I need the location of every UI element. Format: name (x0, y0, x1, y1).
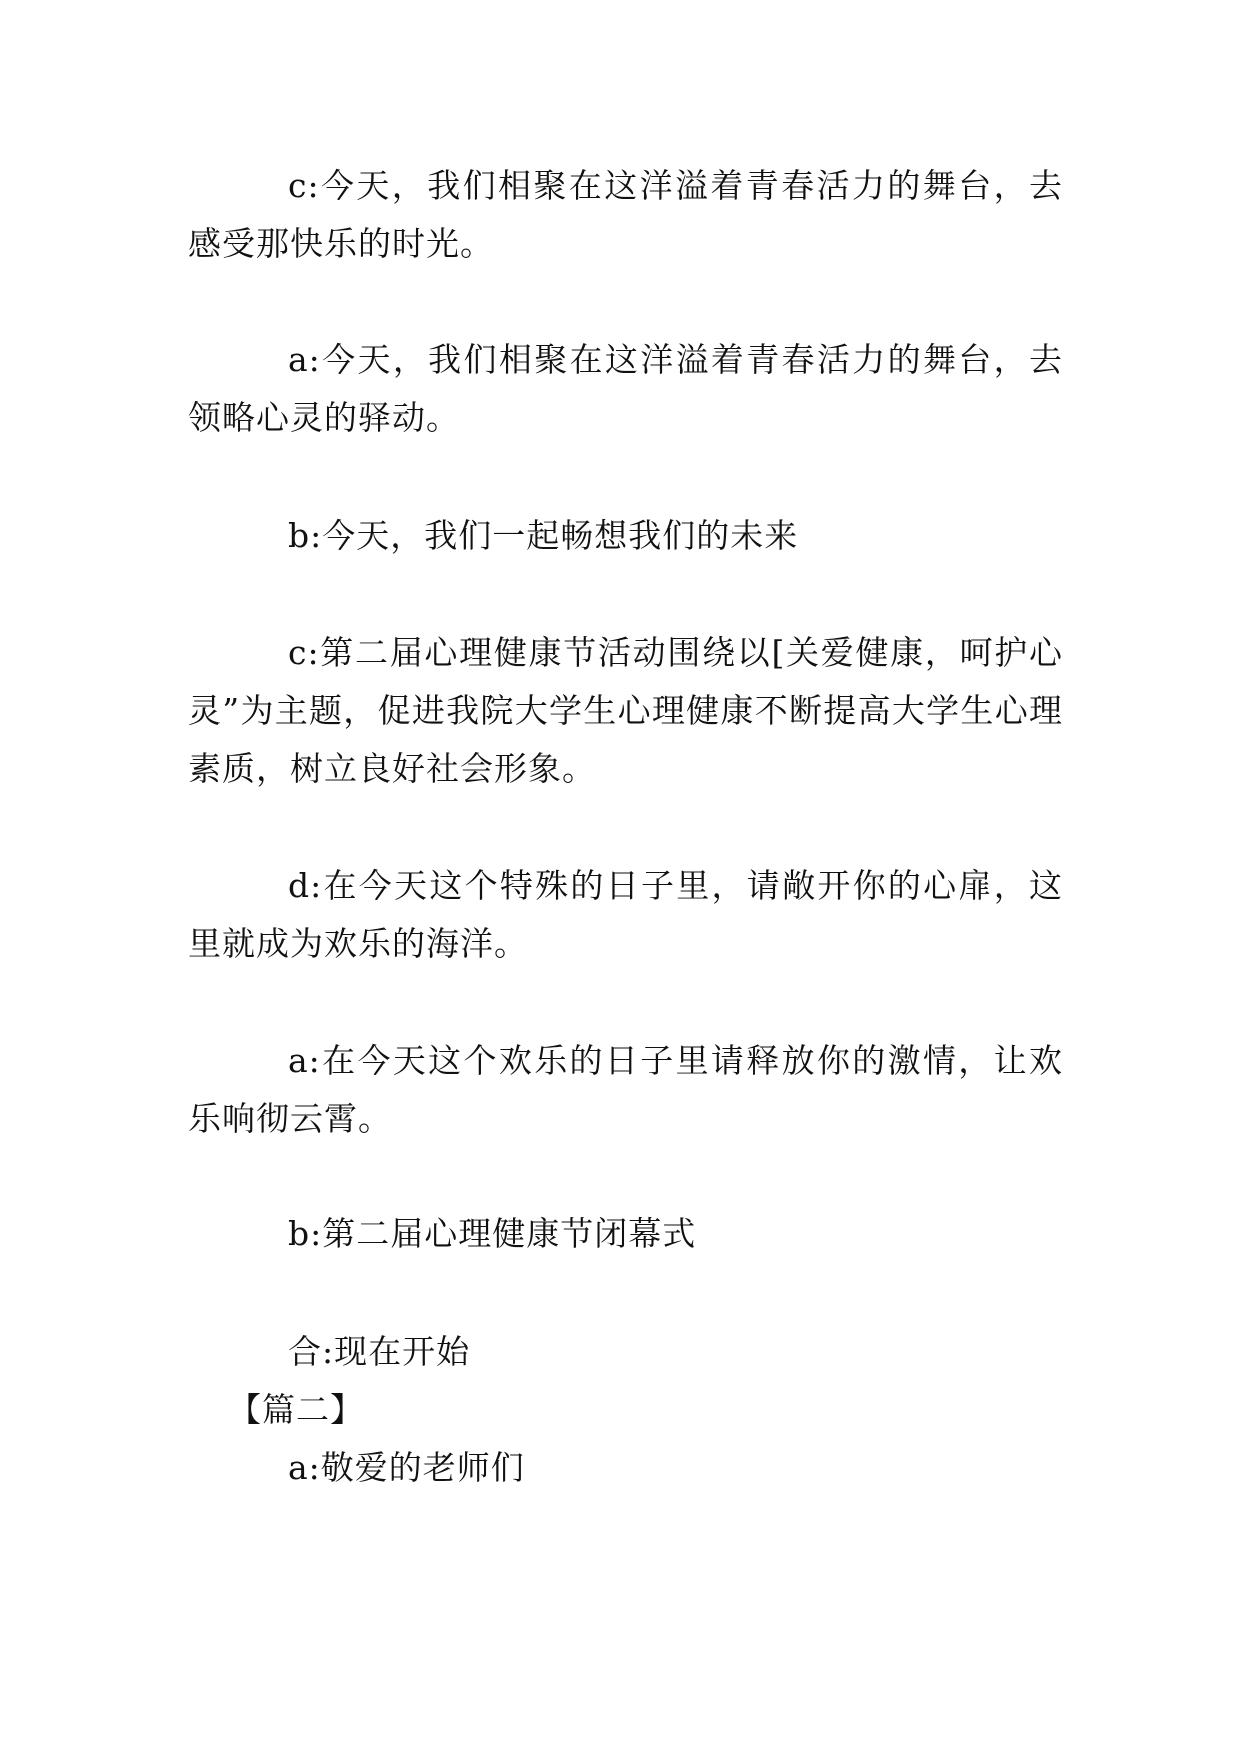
paragraph-6: a:在今天这个欢乐的日子里请释放你的激情，让欢乐响彻云霄。 (188, 1041, 1063, 1138)
paragraph-4: c:第二届心理健康节活动围绕以[关爱健康，呵护心灵”为主题，促进我院大学生心理健康不断提高大学生心理素质，树立良好社会形象。 (188, 633, 1063, 788)
paragraph-8: 合:现在开始 (288, 1332, 471, 1371)
paragraph-7: b:第二届心理健康节闭幕式 (288, 1214, 697, 1253)
paragraph-2: a:今天，我们相聚在这洋溢着青春活力的舞台，去领略心灵的驿动。 (188, 340, 1063, 437)
section-title: 【篇二】 (228, 1390, 364, 1429)
paragraph-1: c:今天，我们相聚在这洋溢着青春活力的舞台，去感受那快乐的时光。 (188, 166, 1063, 263)
paragraph-5: d:在今天这个特殊的日子里，请敞开你的心扉，这里就成为欢乐的海洋。 (188, 866, 1063, 963)
paragraph-3: b:今天，我们一起畅想我们的未来 (288, 516, 799, 555)
paragraph-9: a:敬爱的老师们 (288, 1448, 525, 1487)
